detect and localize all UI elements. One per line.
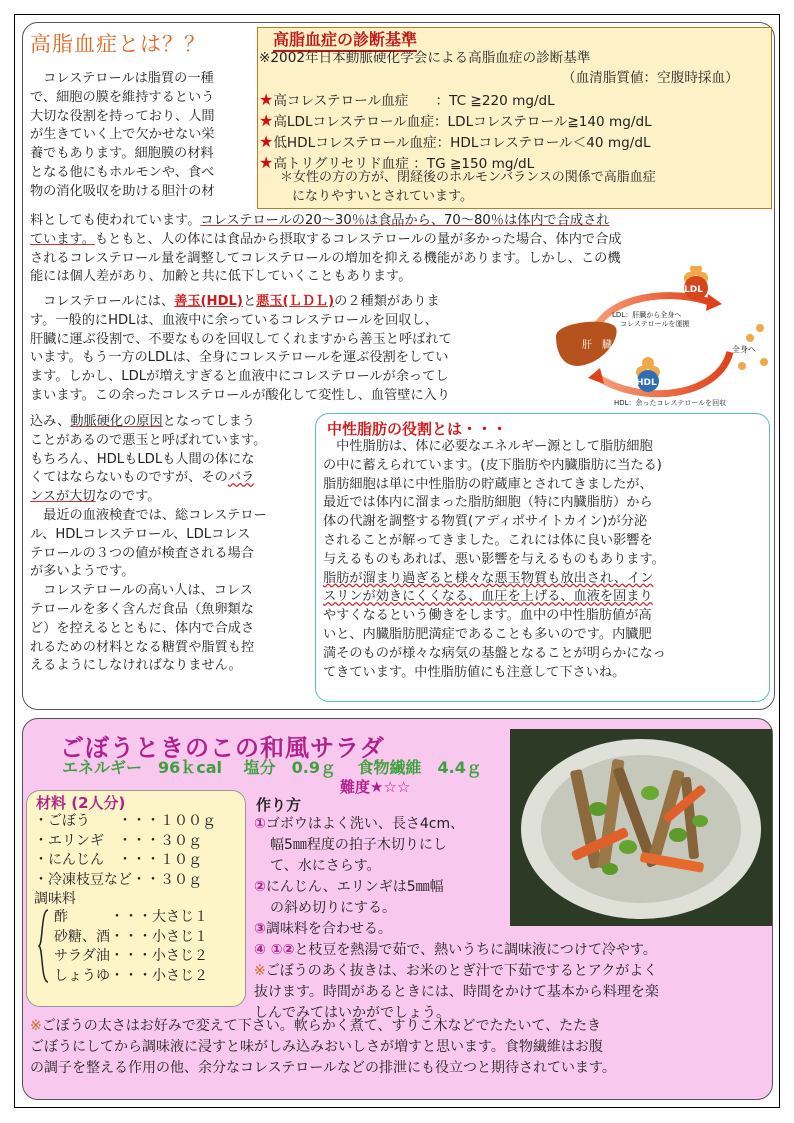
text-span: コレステロールには、 [30,294,175,309]
text-line: 最近では体内に溜まった脂肪細胞（特に内臓脂肪）から [323,495,653,511]
criteria-source: ※2002年日本動脈硬化学会による高脂血症の診断基準 [259,50,591,66]
note-mark: ※ [254,963,266,979]
text-line: テロールの３つの値が検査される場合 [30,545,254,561]
seasoning-item: 酢 ・・・大さじ１ [54,909,208,925]
hdl-ldl-paragraph [30,293,550,406]
text-line: 中性脂肪は、体に必要なエネルギー源として脂肪細胞 [323,439,653,454]
star-icon: ★ [259,132,274,151]
criteria-note: になりやすいとされています。 [292,189,473,204]
criteria-item [259,111,652,132]
brace-icon [38,908,50,984]
bad-cholesterol-label: 悪玉(ＬＤＬ) [256,294,335,309]
text-line: されることが解ってきました。これには体に良い影響を [323,532,653,548]
text-line: 能には個人差があり、加齢と共に低下していくこともあります。 [30,269,412,285]
text-line: スリンが効きにくくなる、血圧を上げる、血液を固まり [323,589,653,605]
text-line: いと、内臓脂肪肥満症であることも多いのです。内臓肥 [323,626,652,642]
underlined-text: 動脈硬化の原因 [70,414,163,429]
recipe-note [30,1016,616,1079]
good-cholesterol-label: 善玉(HDL) [174,294,243,309]
step-text: と枝豆を熱湯で茹で、熱いうちに調味液につけて冷やす。 [294,942,657,958]
text-line: 満そのものが様々な病気の基盤となることが明らかになっ [323,645,666,661]
note-text: ごぼうの太さはお好みで変えて下さい。軟らかく煮て、すりこ木などでたたいて、たたき [41,1018,602,1034]
text-line [30,231,770,250]
text-line: ことがあるので悪玉と呼ばれています。 [30,432,267,448]
intro-line: 物の消化吸収を助ける胆汁の材 [30,183,215,199]
step-1-cont: て、水にさらす。 [270,858,381,874]
text-line [30,488,310,507]
liver-label: 肝 臓 [582,340,612,351]
text-span: 料としても使われています。 [30,213,201,228]
criteria-item [259,90,652,111]
ldl-effects-paragraph [30,413,310,676]
text-line: 脂肪細胞は単に中性脂肪の貯蔵庫とされてきましたが、 [323,476,653,492]
text-line: 肝臓に運ぶ役割で、不要なものを回収してくれますから善玉と呼ばれて [30,331,452,347]
steps-list [254,814,659,1024]
text-line: やすくなるという働きをします。血中の中性脂肪値が高 [323,608,652,624]
text-span: の２種類がありま [334,294,440,309]
intro-line: で、細胞の膜を維持するという [30,89,215,105]
text-line: てきています。中性脂肪値にも注意して下さいね。 [323,664,626,680]
step-number: ① [254,816,266,832]
tip-line: 抜けます。時間があるときには、時間をかけて基本から料理を楽 [254,984,659,1000]
criteria-title: 高脂血症の診断基準 [273,27,417,52]
underlined-text: コレステロールの20～30％は食品から、70～80％は体内で合成され [200,213,610,228]
ingredient-item: ・冷凍枝豆など・・３０ｇ [34,871,202,888]
star-icon: ★ [259,153,274,172]
ingredients-title: 材料 (2人分) [36,794,126,812]
text-span: くてはならないものですが、その [30,470,228,486]
tip-line [254,961,659,982]
hdl-arrowhead [588,368,604,384]
cholesterol-transport-diagram [550,266,772,410]
text-line: が多いようです。 [30,564,135,580]
underlined-text: ています。 [30,231,95,247]
intro-line: コレステロールは脂質の一種 [30,71,214,86]
ingredient-item: ・にんじん ・・・１０ｇ [34,852,202,868]
seasoning-title: 調味料 [34,891,76,907]
star-icon: ★ [259,111,274,130]
note-mark: ※ [30,1018,42,1034]
step-3 [254,919,659,940]
neutral-fat-paragraph [323,438,765,682]
steps-title: 作り方 [256,796,302,814]
text-span: 込み、 [30,414,71,429]
text-line: テロールを多く含んだ食品（魚卵類な [30,601,254,617]
tip-line: しんでみてはいかがでしょう。 [254,1005,450,1021]
criteria-condition: （血清脂質値：空腹時採血） [562,70,739,86]
text-line: ル、HDLコレステロール、LDLコレス [30,526,251,542]
criteria-text: 高コレステロール血症 ：TC ≧220 mg/dL [273,93,555,109]
ldl-caption: コレステロールを運搬 [620,320,690,328]
intro-line: 大切な役割を持っており、人間 [30,108,215,124]
text-span: となってしまう [162,414,255,429]
ldl-label: LDL [684,285,703,295]
step-1-cont: 幅5㎜程度の拍子木切りにし [270,837,447,853]
recipe-title: ごぼうときのこの和風サラダ [60,734,385,762]
criteria-list [259,90,652,174]
body-label: 全身へ [732,345,756,354]
recipe-difficulty: 難度★☆☆ [340,778,411,796]
step-2-cont: の斜め切りにする。 [270,900,396,916]
text-line: えるようにしなければなりません。 [30,658,242,674]
ingredient-item: ・ごぼう ・・・１００ｇ [34,813,216,829]
text-span: と [242,294,257,309]
ingredient-item: ・エリンギ ・・・３０ｇ [34,832,202,849]
note-line: の調子を整える作用の他、余分なコレステロールなどの排泄にも役立つと期待されています。 [30,1060,616,1076]
text-line: 脂肪が溜まり過ぎると様々な悪玉物質も放出され、イン [323,570,654,586]
criteria-text: 低HDLコレステロール血症：HDLコレステロール＜40 mg/dL [273,135,651,151]
seasoning-item: サラダ油・・・小さじ２ [54,948,208,964]
step-4 [254,940,659,961]
text-span: もともと、人の体には食品から摂取するコレステロールの量が多かった場合、体内で合成 [94,231,622,247]
seasoning-list [54,908,208,986]
text-line: コレステロールの高い人は、コレス [30,583,253,599]
ingredients-list [34,812,216,910]
intro-paragraph [30,70,258,202]
text-line: の中に蓄えられています。(皮下脂肪や内臓脂肪に当たる) [323,457,662,473]
intro-line: が生きていく上で欠かせない栄 [30,127,215,143]
text-line: もちろん、HDLもLDLも人間の体にな [30,451,255,467]
text-line: います。もう一方のLDLは、全身にコレステロールを運ぶ役割をしてい [30,350,449,366]
text-line [30,212,770,231]
step-2 [254,877,659,898]
hdl-caption: HDL：余ったコレステロールを回収 [614,399,727,407]
tip-text: ごぼうのあく抜きは、お米のとぎ汁で下茹でするとアクがよく [265,963,658,979]
intro-line: 養でもあります。細胞膜の材料 [30,146,214,162]
criteria-note: ＊女性の方の方が、閉経後のホルモンバランスの関係で高脂血症 [280,170,656,185]
note-line [30,1016,616,1037]
seasoning-item: 砂糖、酒・・・小さじ１ [54,928,208,945]
intro-line: となる他にもホルモンや、食べ [30,164,215,180]
neutral-fat-title: 中性脂肪の役割とは・・・ [327,420,508,438]
criteria-item [259,132,652,153]
note-line: ごぼうにしてから調味液に浸すと味がしみ込みおいしさが増すと思います。食物繊維はお腹 [30,1039,603,1055]
seasoning-item: しょうゆ・・・小さじ２ [54,967,208,984]
step-number: ④ ①② [254,942,295,958]
criteria-text: 高LDLコレステロール血症：LDLコレステロール≧140 mg/dL [273,114,652,130]
text-line: 体の代謝を調整する物質(アディポサイトカイン)が分泌 [323,514,648,530]
text-line: されるコレステロール量を調整してコレステロールの増加を抑える機能があります。しかし、この機 [30,250,621,266]
recipe-nutrition: エネルギー 96ｋcal 塩分 0.9ｇ 食物繊維 4.4ｇ [62,758,482,777]
step-number: ② [254,879,266,895]
text-line: 最近の血液検査では、総コレステロー [30,507,267,523]
criteria-text: 高トリグリセリド血症 ：TG ≧150 mg/dL [273,156,535,172]
ldl-arrowhead [706,294,722,311]
text-span: なのです。 [95,489,161,505]
step-1 [254,814,659,835]
hdl-label: HDL [636,378,657,388]
text-line: ます。しかし、LDLが増えすぎると血液中にコレステロールが余ってし [30,369,449,385]
page-title: 高脂血症とは？？ [30,32,206,56]
text-line: れるための材料となる糖質や脂質も控 [30,639,255,655]
text-line: 与えるものもあれば、悪い影響を与えるものもあります。 [323,551,665,567]
underlined-text: バラ [227,470,255,486]
text-line: まいます。この余ったコレステロールが酸化して変性し、血管壁に入り [30,387,451,403]
step-text: ゴボウはよく洗い、長さ4cm、 [265,816,465,832]
step-text: にんじん、エリンギは5㎜幅 [265,879,444,895]
step-text: 調味料を合わせる。 [265,921,392,937]
star-icon: ★ [259,90,274,109]
step-number: ③ [254,921,266,937]
text-line [30,413,310,432]
hdl-arrow [596,352,730,394]
text-line [30,293,550,312]
ldl-caption: LDL：肝臓から全身へ [612,311,682,319]
text-line: ど）を控えるとともに、体内で合成さ [30,620,255,636]
text-line [30,469,310,488]
underlined-text: ンスが大切 [30,489,96,505]
text-line: す。一般的にHDLは、血液中に余っているコレステロールを回収し、 [30,312,438,328]
